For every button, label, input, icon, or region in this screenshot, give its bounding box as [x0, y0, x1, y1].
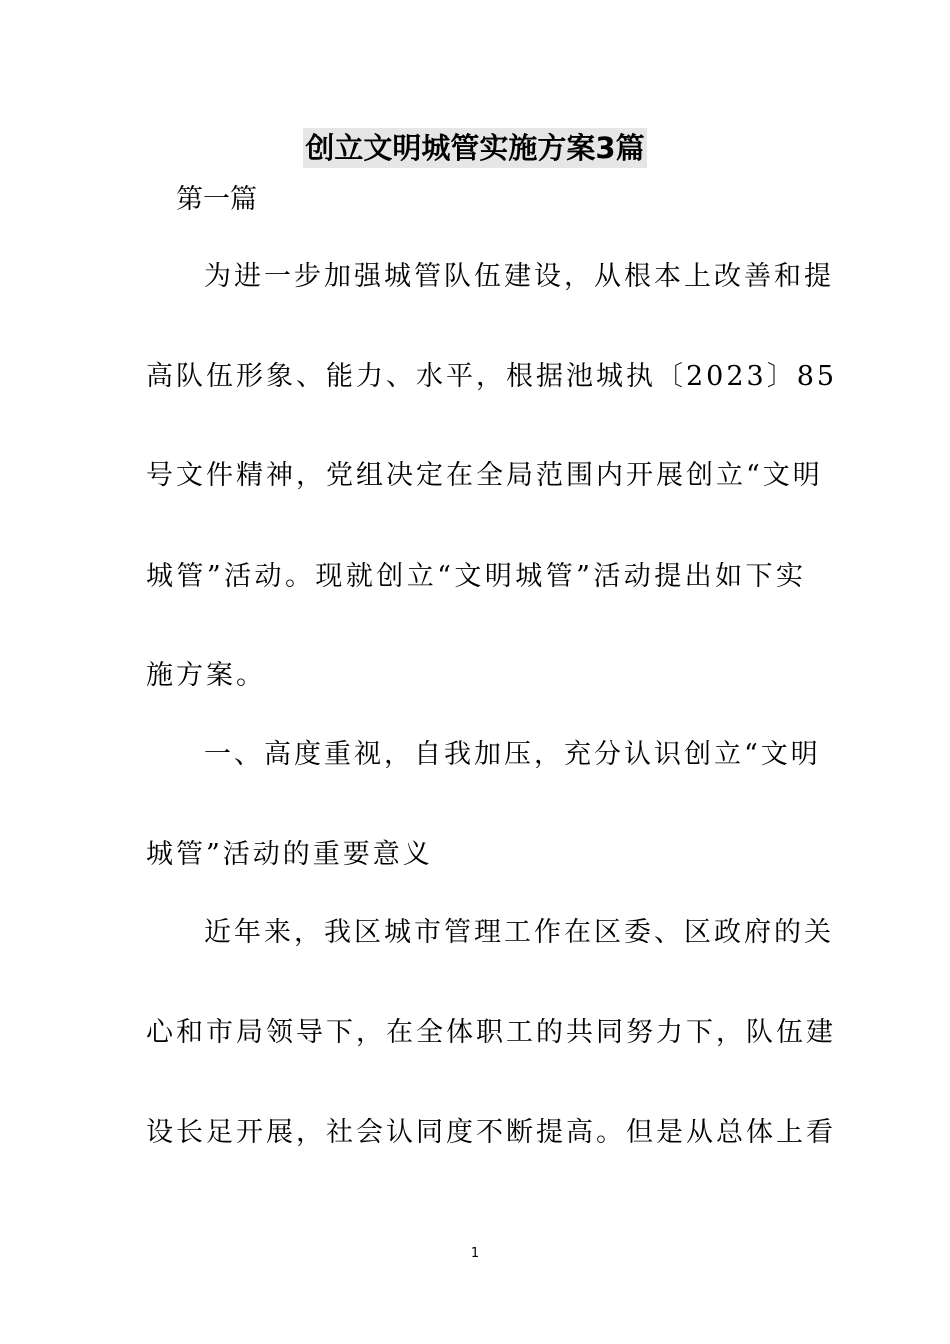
page-number: 1	[470, 1246, 480, 1261]
heading-line: 城管”活动的重要意义	[146, 839, 433, 870]
heading-line: 一、高度重视，自我加压，充分认识创立“文明	[204, 739, 821, 770]
paragraph-line: 城管”活动。现就创立“文明城管”活动提出如下实	[146, 561, 806, 592]
paragraph-line: 号文件精神，党组决定在全局范围内开展创立“文明	[146, 460, 823, 491]
title-container	[0, 128, 950, 168]
section-label: 第一篇	[176, 184, 257, 215]
paragraph-line: 高队伍形象、能力、水平，根据池城执〔2023〕85	[146, 361, 838, 392]
paragraph-line: 施方案。	[146, 660, 266, 691]
paragraph-line: 为进一步加强城管队伍建设，从根本上改善和提	[204, 261, 834, 292]
paragraph-line: 设长足开展，社会认同度不断提高。但是从总体上看	[146, 1117, 836, 1148]
document-title: 创立文明城管实施方案3篇	[303, 128, 646, 168]
paragraph-line: 近年来，我区城市管理工作在区委、区政府的关	[204, 917, 834, 948]
paragraph-line: 心和市局领导下，在全体职工的共同努力下，队伍建	[146, 1017, 836, 1048]
